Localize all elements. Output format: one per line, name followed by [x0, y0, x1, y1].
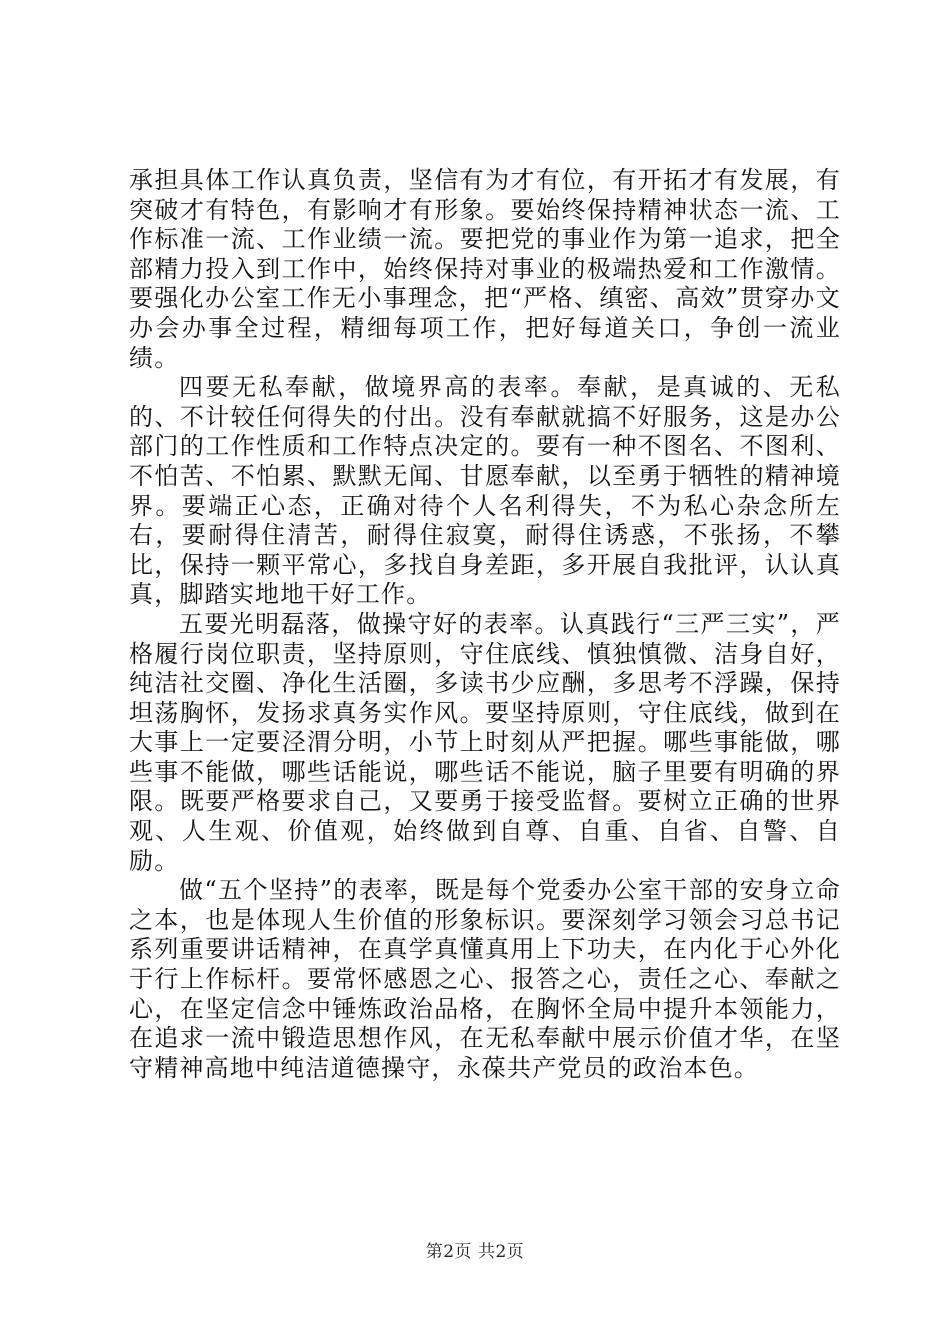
paragraph-3: 五要光明磊落，做操守好的表率。认真践行“三严三实”，严格履行岗位职责，坚持原则，守住底线、慎独慎微、洁身自好，纯洁社交圈、净化生活圈，多读书少应酬，多思考不浮躁，保持坦荡胸怀，发扬求真务实作风。要坚持原则，守住底线，做到在大事上一定要泾渭分明，小节上时刻从严把握。哪些事能做，哪些事不能做，哪些话能说，哪些话不能说，脑子里要有明确的界限。既要严格要求自己，又要勇于接受监督。要树立正确的世界观、人生观、价值观，始终做到自尊、自重、自省、自警、自励。 [129, 609, 841, 875]
paragraph-1: 承担具体工作认真负责，坚信有为才有位，有开拓才有发展，有突破才有特色，有影响才有形象。要始终保持精神状态一流、工作标准一流、工作业绩一流。要把党的事业作为第一追求，把全部精力投入到工作中，始终保持对事业的极端热爱和工作激情。要强化办公室工作无小事理念，把“严格、缜密、高效”贯穿办文办会办事全过程，精细每项工作，把好每道关口，争创一流业绩。 [129, 166, 841, 372]
document-body [129, 166, 841, 1083]
page-footer: 第2页 共2页 [425, 1242, 525, 1262]
paragraph-2: 四要无私奉献，做境界高的表率。奉献，是真诚的、无私的、不计较任何得失的付出。没有奉献就搞不好服务，这是办公部门的工作性质和工作特点决定的。要有一种不图名、不图利、不怕苦、不怕累、默默无闻、甘愿奉献，以至勇于牺牲的精神境界。要端正心态，正确对待个人名利得失，不为私心杂念所左右，要耐得住清苦，耐得住寂寞，耐得住诱惑，不张扬，不攀比，保持一颗平常心，多找自身差距，多开展自我批评，认认真真，脚踏实地地干好工作。 [129, 373, 841, 609]
paragraph-4: 做“五个坚持”的表率，既是每个党委办公室干部的安身立命之本，也是体现人生价值的形象标识。要深刻学习领会习总书记系列重要讲话精神，在真学真懂真用上下功夫，在内化于心外化于行上作标杆。要常怀感恩之心、报答之心，责任之心、奉献之心，在坚定信念中锤炼政治品格，在胸怀全局中提升本领能力，在追求一流中锻造思想作风，在无私奉献中展示价值才华，在坚守精神高地中纯洁道德操守，永葆共产党员的政治本色。 [129, 876, 841, 1082]
